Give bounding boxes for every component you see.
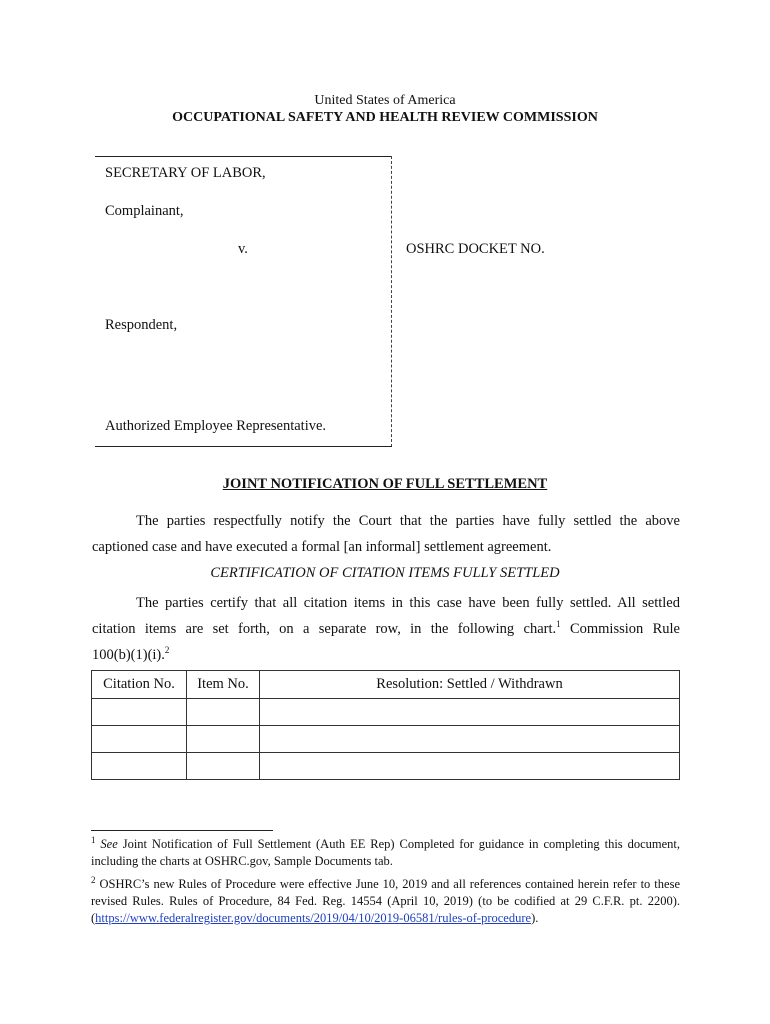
document-title: JOINT NOTIFICATION OF FULL SETTLEMENT bbox=[222, 476, 548, 492]
cell-item-no[interactable] bbox=[187, 726, 260, 753]
paragraph-certification bbox=[92, 590, 680, 668]
paragraph-notice bbox=[92, 508, 680, 560]
certification-subheading: CERTIFICATION OF CITATION ITEMS FULLY SETTLED bbox=[210, 565, 560, 581]
federal-register-link[interactable]: https://www.federalregister.gov/documents/2019/04/10/2019-06581/rules-of-procedure bbox=[95, 911, 532, 925]
paragraph-notice-line2: captioned case and have executed a formal [an informal] settlement agreement. bbox=[92, 539, 552, 555]
cell-item-no[interactable] bbox=[187, 699, 260, 726]
table-header-row bbox=[92, 671, 680, 699]
header-commission: OCCUPATIONAL SAFETY AND HEALTH REVIEW COMMISSION bbox=[172, 110, 598, 125]
cell-citation-no[interactable] bbox=[92, 753, 187, 780]
citation-items-table bbox=[91, 670, 680, 780]
cell-resolution[interactable] bbox=[260, 699, 680, 726]
caption-complainant: Complainant, bbox=[105, 203, 184, 219]
footnote-1 bbox=[91, 836, 680, 870]
caption-top-rule bbox=[95, 156, 392, 157]
caption-versus: v. bbox=[238, 241, 248, 257]
caption-right-rule bbox=[391, 156, 392, 447]
footnote-2 bbox=[91, 876, 680, 927]
cell-resolution[interactable] bbox=[260, 726, 680, 753]
paragraph-notice-line1: The parties respectfully notify the Court that the parties have fully settled the above bbox=[136, 513, 680, 529]
caption-employee-representative: Authorized Employee Representative. bbox=[105, 418, 327, 434]
paragraph-certification-line3: 100(b)(1)(i).$^2$ bbox=[92, 645, 170, 663]
footnote-ref-1[interactable]: 1 bbox=[556, 619, 561, 630]
footnote-2-mark: 2 bbox=[91, 874, 96, 885]
footnote-2-end: ). bbox=[531, 911, 539, 925]
footnote-2-text: OSHRC’s new Rules of Procedure were effective June 10, 2019 and all references contained herein refer to these revised Rules. Rules of Procedure, 84 Fed. Reg. 14554 (April 10, 2019) (to be codified at 29 C.F.R. pt. 2200). ( bbox=[91, 877, 680, 925]
caption-party-secretary: SECRETARY OF LABOR, bbox=[105, 165, 266, 181]
cell-citation-no[interactable] bbox=[92, 699, 187, 726]
table-row bbox=[92, 753, 680, 780]
header-item-no: Item No. bbox=[187, 671, 260, 699]
footnote-1-see: See bbox=[100, 837, 118, 851]
caption-respondent: Respondent, bbox=[105, 317, 178, 333]
footnote-ref-2[interactable]: 2 bbox=[164, 645, 170, 656]
cell-resolution[interactable] bbox=[260, 753, 680, 780]
footnote-separator bbox=[91, 830, 273, 831]
header-resolution: Resolution: Settled / Withdrawn bbox=[260, 671, 680, 699]
cell-citation-no[interactable] bbox=[92, 726, 187, 753]
header-citation-no: Citation No. bbox=[92, 671, 187, 699]
header-country: United States of America bbox=[314, 93, 456, 108]
caption-docket-number: OSHRC DOCKET NO. bbox=[406, 241, 545, 257]
caption-bottom-rule bbox=[95, 446, 392, 447]
paragraph-certification-line1: The parties certify that all citation items in this case have been fully settled. All settled bbox=[136, 595, 680, 611]
table-row bbox=[92, 726, 680, 753]
cell-item-no[interactable] bbox=[187, 753, 260, 780]
table-row bbox=[92, 699, 680, 726]
footnote-1-mark: 1 bbox=[91, 834, 96, 845]
footnote-1-text: Joint Notification of Full Settlement (Auth EE Rep) Completed for guidance in completing this document, including the charts at OSHRC.gov, Sample Documents tab. bbox=[91, 837, 680, 868]
paragraph-certification-line2: citation items are set forth, on a separate row, in the following chart.$^1$ Commission Rule bbox=[92, 619, 680, 637]
